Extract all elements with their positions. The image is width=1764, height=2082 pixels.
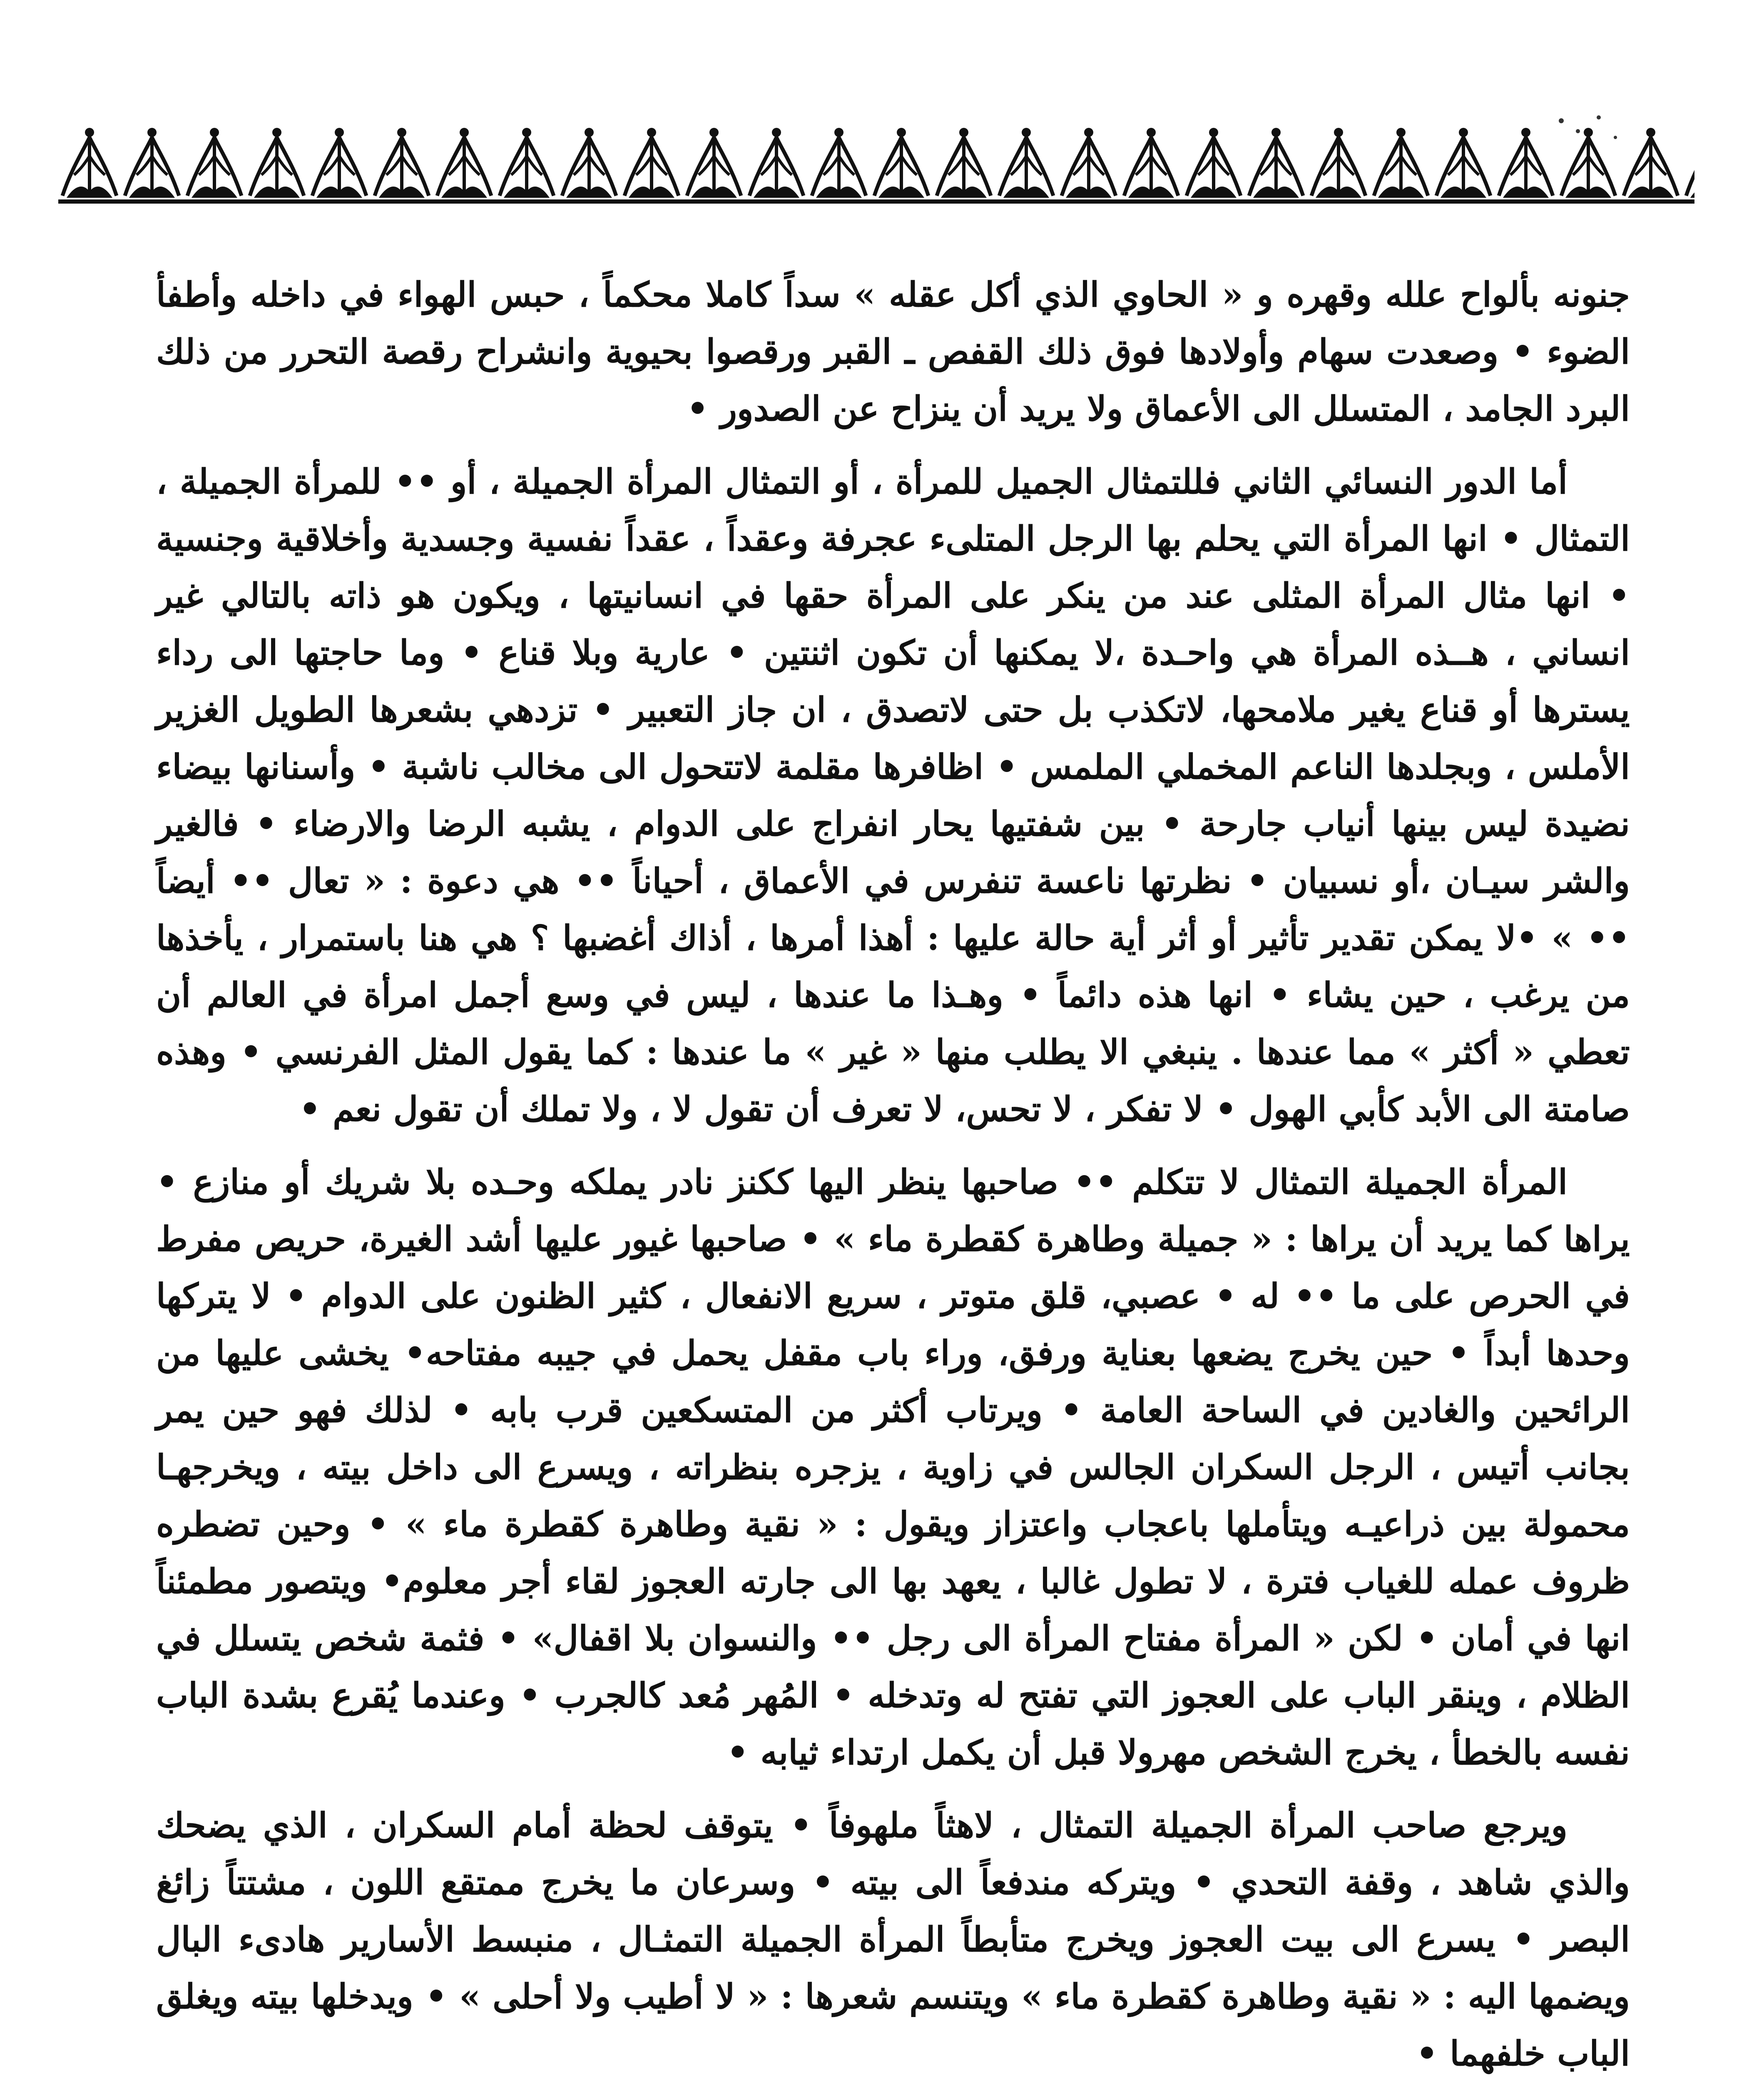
article-body: [156, 266, 1630, 2082]
paragraph-4: ويرجع صاحب المرأة الجميلة التمثال ، لاهثاً ملهوفاً • يتوقف لحظة أمام السكران ، الذي يضحك والذي شاهد ، وقفة التحدي • ويتركه مندفعاً الى بيته • وسرعان ما يخرج ممتقع اللون ، مشتتاً زائغ البصر • يسرع الى بيت العجوز ويخرج متأبطاً المرأة الجميلة التمثـال ، منبسط الأسارير هادىء البال ويضمها اليه : « نقية وطاهرة كقطرة ماء » ويتنسم شعرها : « لا أطيب ولا أحلى » • ويدخلها بيته ويغلق الباب خلفهما •: [156, 1806, 1630, 2074]
paragraph-2: أما الدور النسائي الثاني فللتمثال الجميل للمرأة ، أو التمثال المرأة الجميلة ، أو •• للمرأة الجميلة ، التمثال • انها المرأة التي يحلم بها الرجل المتلىء عجرفة وعقداً ، عقداً نفسية وجسدية وأخلاقية وجنسية • انها مثال المرأة المثلى عند من ينكر على المرأة حقها في انسانيتها ، ويكون هو ذاته بالتالي غير انساني ، هــذه المرأة هي واحـدة ،لا يمكنها أن تكون اثنتين • عارية وبلا قناع • وما حاجتها الى رداء يسترها أو قناع يغير ملامحها، لاتكذب بل حتى لاتصدق ، ان جاز التعبير • تزدهي بشعرها الطويل الغزير الأملس ، وبجلدها الناعم المخملي الملمس • اظافرها مقلمة لاتتحول الى مخالب ناشبة • وأسنانها بيضاء نضيدة ليس بينها أنياب جارحة • بين شفتيها يحار انفراج على الدوام ، يشبه الرضا والارضاء • فالغير والشر سيـان ،أو نسبيان • نظرتها ناعسة تنفرس في الأعماق ، أحياناً •• هي دعوة : « تعال •• أيضاً •• » •لا يمكن تقدير تأثير أو أثر أية حالة عليها : أهذا أمرها ، أذاك أغضبها ؟ هي هنا باستمرار ، يأخذها من يرغب ، حين يشاء • انها هذه دائماً • وهـذا ما عندها ، ليس في وسع أجمل امرأة في العالم أن تعطي « أكثر » مما عندها . ينبغي الا يطلب منها « غير » ما عندها : كما يقول المثل الفرنسي • وهذه صامتة الى الأبد كأبي الهول • لا تفكر ، لا تحس، لا تعرف أن تقول لا ، ولا تملك أن تقول نعم •: [156, 462, 1630, 1129]
paragraph-1: جنونه بألواح علله وقهره و « الحاوي الذي أكل عقله » سداً كاملا محكماً ، حبس الهواء في داخله وأطفأ الضوء • وصعدت سهام وأولادها فوق ذلك القفص ـ القبر ورقصوا بحيوية وانشراح رقصة التحرر من ذلك البرد الجامد ، المتسلل الى الأعماق ولا يريد أن ينزاح عن الصدور •: [156, 275, 1630, 429]
paragraph-3: المرأة الجميلة التمثال لا تتكلم •• صاحبها ينظر اليها ككنز نادر يملكه وحـده بلا شريك أو منازع • يراها كما يريد أن يراها : « جميلة وطاهرة كقطرة ماء » • صاحبها غيور عليها أشد الغيرة، حريص مفرط في الحرص على ما •• له • عصبي، قلق متوتر ، سريع الانفعال ، كثير الظنون على الدوام • لا يتركها وحدها أبداً • حين يخرج يضعها بعناية ورفق، وراء باب مقفل يحمل في جيبه مفتاحه• يخشى عليها من الرائحين والغادين في الساحة العامة • ويرتاب أكثر من المتسكعين قرب بابه • لذلك فهو حين يمر بجانب أتيس ، الرجل السكران الجالس في زاوية ، يزجره بنظراته ، ويسرع الى داخل بيته ، ويخرجهـا محمولة بين ذراعيـه ويتأملها باعجاب واعتزاز ويقول : « نقية وطاهرة كقطرة ماء » • وحين تضطره ظروف عمله للغياب فترة ، لا تطول غالبا ، يعهد بها الى جارته العجوز لقاء أجر معلوم• ويتصور مطمئناً انها في أمان • لكن « المرأة مفتاح المرأة الى رجل •• والنسوان بلا اقفال» • فثمة شخص يتسلل في الظلام ، وينقر الباب على العجوز التي تفتح له وتدخله • المُهر مُعد كالجرب • وعندما يُقرع بشدة الباب نفسه بالخطأ ، يخرج الشخص مهرولا قبل أن يكمل ارتداء ثيابه •: [156, 1162, 1630, 1773]
decorative-header-border: [58, 112, 1694, 208]
